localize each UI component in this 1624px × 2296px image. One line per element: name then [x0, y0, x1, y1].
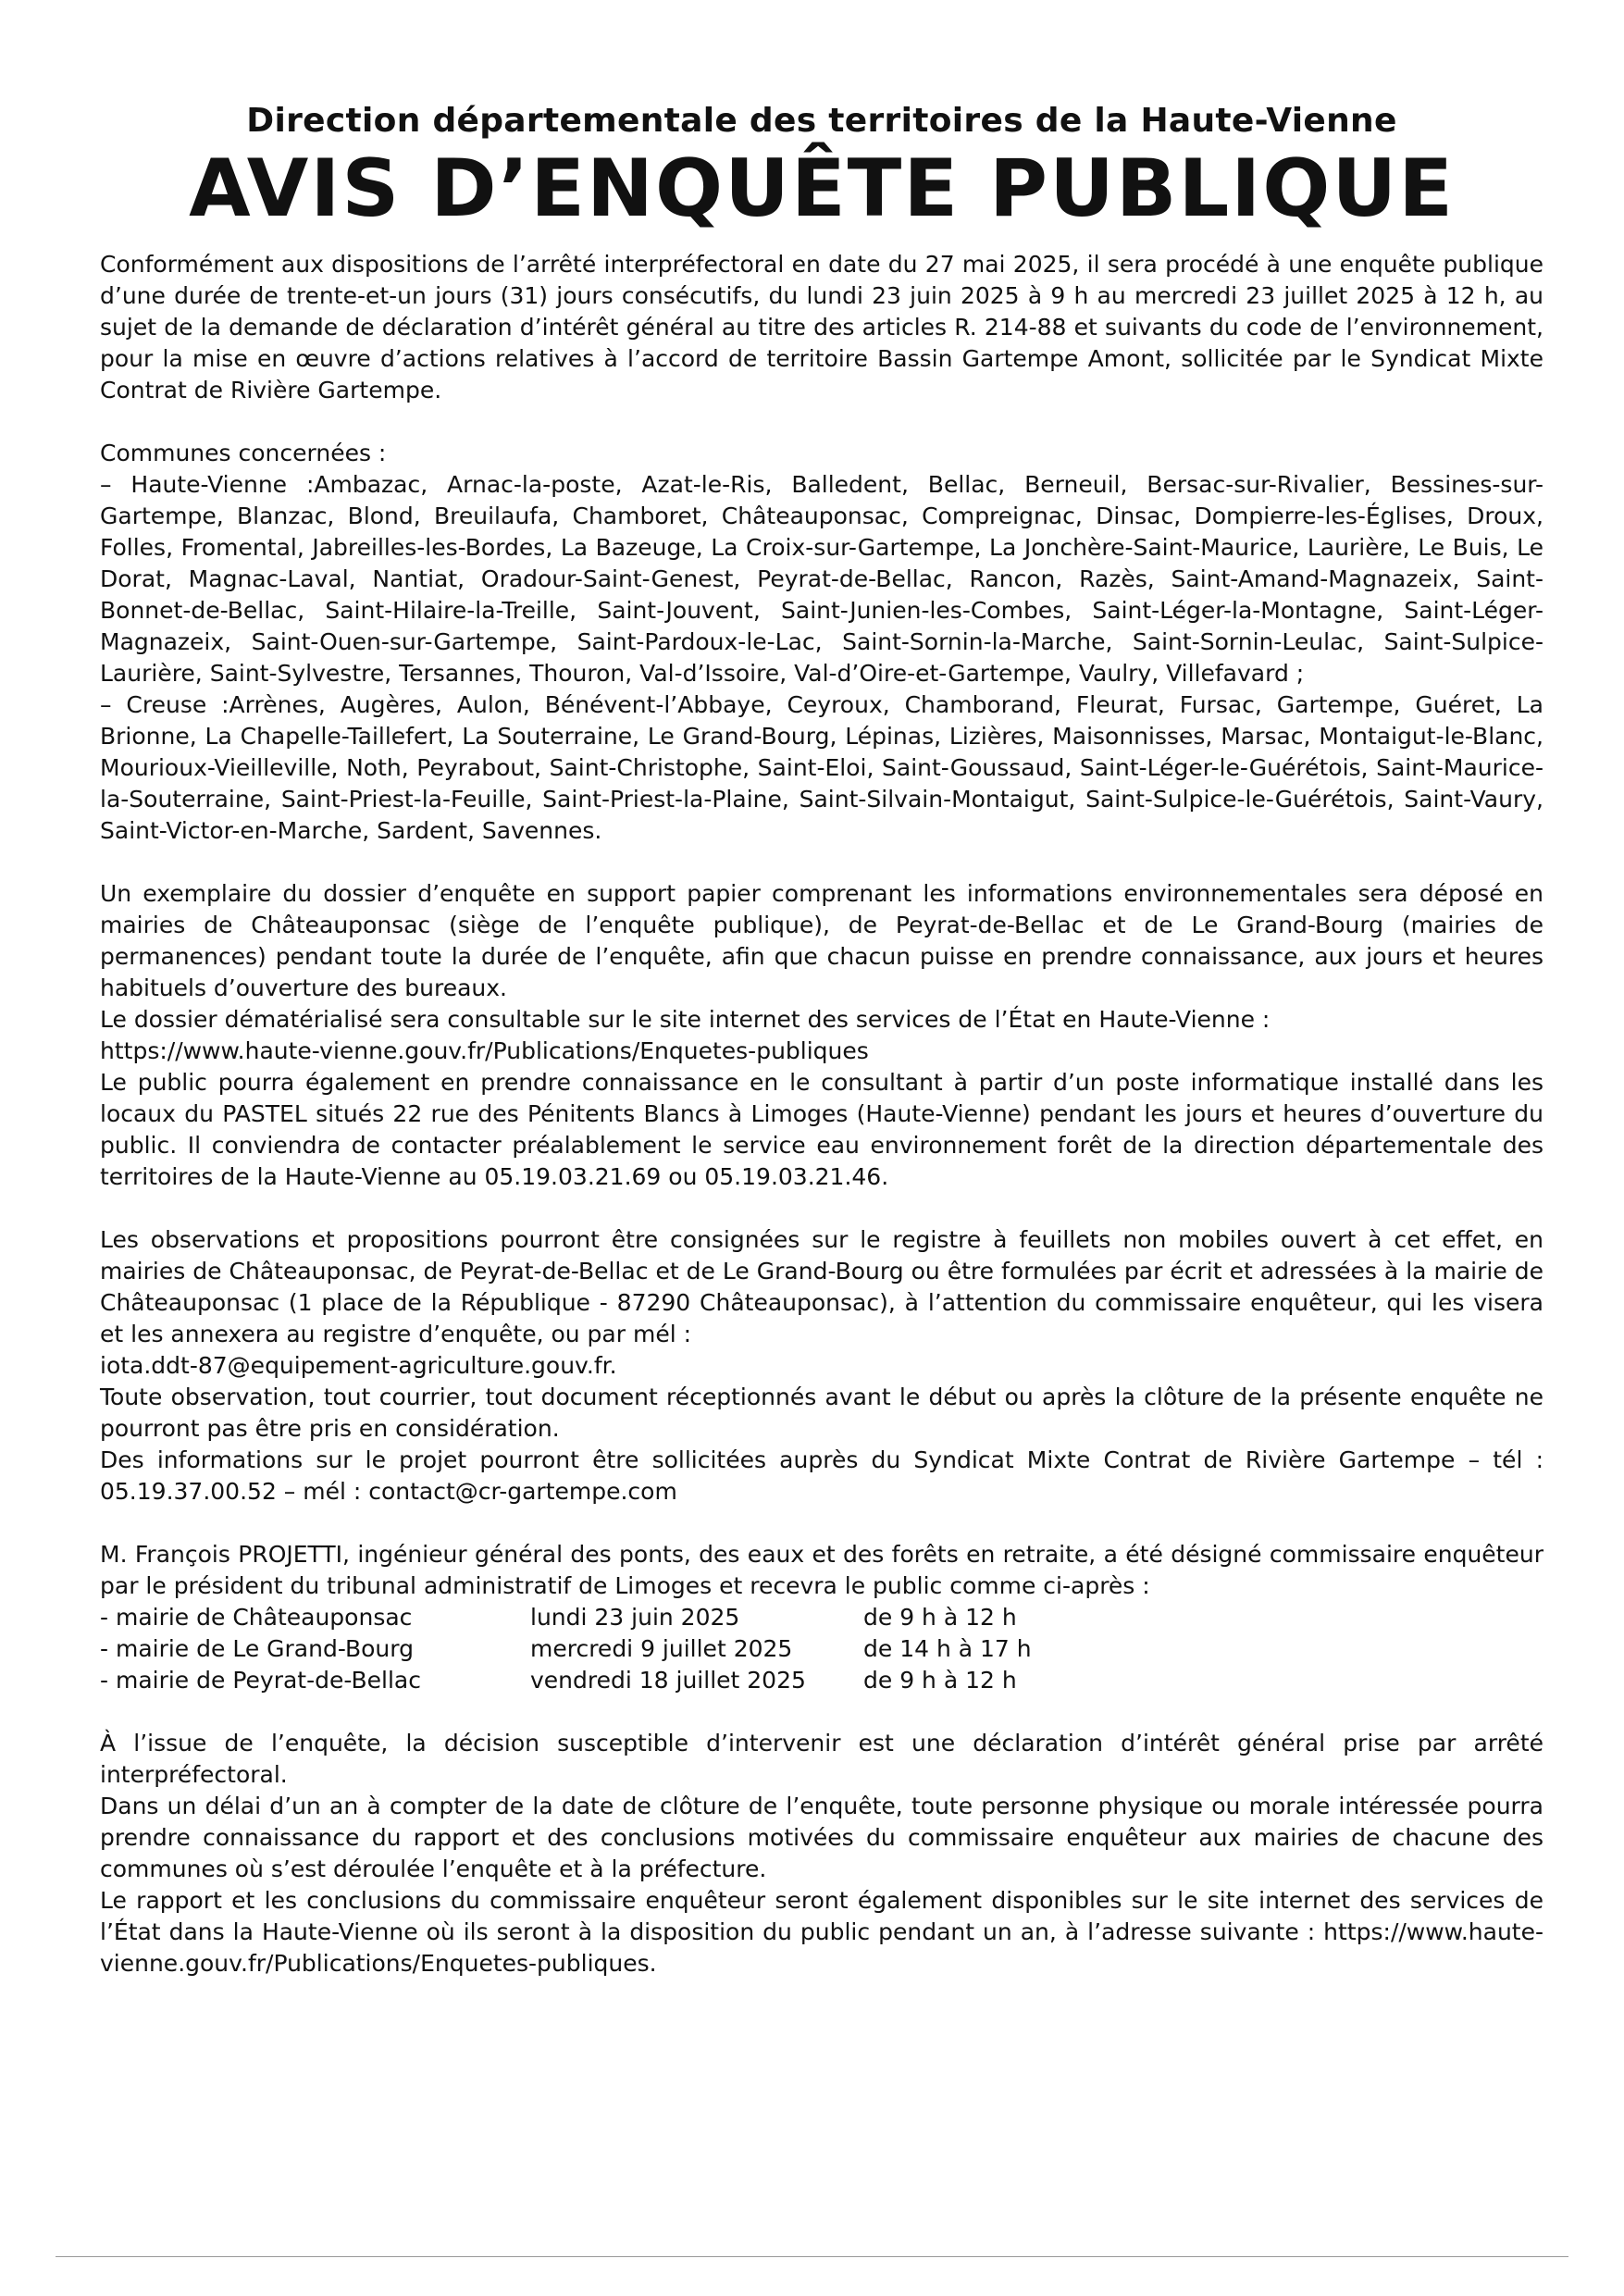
schedule-location: - mairie de Châteauponsac: [100, 1604, 413, 1632]
issuing-authority: Direction départementale des territoires de la Haute-Vienne: [246, 102, 1397, 140]
schedule-hours: de 9 h à 12 h: [863, 1604, 1017, 1632]
schedule-hours: de 9 h à 12 h: [863, 1667, 1017, 1694]
schedule-row: [100, 1633, 1543, 1665]
schedule-date: mercredi 9 juillet 2025: [530, 1635, 793, 1663]
issue-decision-paragraph: À l’issue de l’enquête, la décision susceptible d’intervenir est une déclaration d’intérêt général prise par arrêté interpréfectoral.: [100, 1730, 1543, 1789]
schedule-location: - mairie de Peyrat-de-Bellac: [100, 1667, 421, 1694]
notice-page: [100, 102, 1543, 1980]
dossier-online-paragraph: Le dossier dématérialisé sera consultable sur le site internet des services de l’État en Haute-Vienne :: [100, 1006, 1271, 1034]
observations-deadline-paragraph: Toute observation, tout courrier, tout document réceptionnés avant le début ou après la clôture de la présente enquête ne pourront pas être pris en considération.: [100, 1384, 1543, 1443]
schedule-date: vendredi 18 juillet 2025: [530, 1667, 806, 1694]
dossier-pastel-paragraph: Le public pourra également en prendre connaissance en le consultant à partir d’un poste informatique installé dans les locaux du PASTEL situés 22 rue des Pénitents Blancs à Limoges (Haute-Vienne) pendant les jours et heures d’ouverture du public. Il conviendra de contacter préalablement le service eau environnement forêt de la direction départementale des territoires de la Haute-Vienne au 05.19.03.21.69 ou 05.19.03.21.46.: [100, 1069, 1543, 1191]
issue-report-access-paragraph: Dans un délai d’un an à compter de la date de clôture de l’enquête, toute personne physique ou morale intéressée pourra prendre connaissance du rapport et des conclusions motivées du commissaire enquêteur aux mairies de chacune des communes où s’est déroulée l’enquête et à la préfecture.: [100, 1793, 1543, 1883]
communes-haute-vienne: – Haute-Vienne :Ambazac, Arnac-la-poste, Azat-le-Ris, Balledent, Bellac, Berneuil, Bersac-sur-Rivalier, Bessines-sur-Gartempe, Blanzac, Blond, Breuilaufa, Chamboret, Châteauponsac, Compreignac, Dinsac, Dompierre-les-Églises, Droux, Folles, Fromental, Jabreilles-les-Bordes, La Bazeuge, La Croix-sur-Gartempe, La Jonchère-Saint-Maurice, Laurière, Le Buis, Le Dorat, Magnac-Laval, Nantiat, Oradour-Saint-Genest, Peyrat-de-Bellac, Rancon, Razès, Saint-Amand-Magnazeix, Saint-Bonnet-de-Bellac, Saint-Hilaire-la-Treille, Saint-Jouvent, Saint-Junien-les-Combes, Saint-Léger-la-Montagne, Saint-Léger-Magnazeix, Saint-Ouen-sur-Gartempe, Saint-Pardoux-le-Lac, Saint-Sornin-la-Marche, Saint-Sornin-Leulac, Saint-Sulpice-Laurière, Saint-Sylvestre, Tersannes, Thouron, Val-d’Issoire, Val-d’Oire-et-Gartempe, Vaulry, Villefavard ;: [100, 471, 1543, 688]
schedule-date: lundi 23 juin 2025: [530, 1604, 740, 1632]
schedule-hours: de 14 h à 17 h: [863, 1635, 1032, 1663]
schedule-row: [100, 1665, 1543, 1696]
page-title: AVIS D’ENQUÊTE PUBLIQUE: [189, 143, 1455, 235]
schedule-row: [100, 1602, 1543, 1633]
issue-report-online-paragraph: Le rapport et les conclusions du commissaire enquêteur seront également disponibles sur le site internet des services de l’État dans la Haute-Vienne où ils seront à la disposition du public pendant un an, à l’adresse suivante : https://www.haute-vienne.gouv.fr/Publications/Enquetes-publiques.: [100, 1887, 1543, 1978]
page-bottom-divider: [56, 2256, 1568, 2257]
dossier-url: https://www.haute-vienne.gouv.fr/Publications/Enquetes-publiques: [100, 1037, 869, 1065]
observations-email: iota.ddt-87@equipement-agriculture.gouv.fr.: [100, 1352, 617, 1380]
commissaire-paragraph: M. François PROJETTI, ingénieur général des ponts, des eaux et des forêts en retraite, a été désigné commissaire enquêteur par le président du tribunal administratif de Limoges et recevra le public comme ci-après :: [100, 1541, 1543, 1600]
permanences-schedule: [100, 1602, 1543, 1696]
communes-heading: Communes concernées :: [100, 440, 387, 467]
schedule-location: - mairie de Le Grand-Bourg: [100, 1635, 414, 1663]
dossier-paper-paragraph: Un exemplaire du dossier d’enquête en support papier comprenant les informations environnementales sera déposé en mairies de Châteauponsac (siège de l’enquête publique), de Peyrat-de-Bellac et de Le Grand-Bourg (mairies de permanences) pendant toute la durée de l’enquête, afin que chacun puisse en prendre connaissance, aux jours et heures habituels d’ouverture des bureaux.: [100, 880, 1543, 1002]
communes-creuse: – Creuse :Arrènes, Augères, Aulon, Bénévent-l’Abbaye, Ceyroux, Chamborand, Fleurat, Fursac, Gartempe, Guéret, La Brionne, La Chapelle-Taillefert, La Souterraine, Le Grand-Bourg, Lépinas, Lizières, Maisonnisses, Marsac, Montaigut-le-Blanc, Mourioux-Vieilleville, Noth, Peyrabout, Saint-Christophe, Saint-Eloi, Saint-Goussaud, Saint-Léger-le-Guérétois, Saint-Maurice-la-Souterraine, Saint-Priest-la-Feuille, Saint-Priest-la-Plaine, Saint-Silvain-Montaigut, Saint-Sulpice-le-Guérétois, Saint-Vaury, Saint-Victor-en-Marche, Sardent, Savennes.: [100, 691, 1543, 845]
intro-paragraph: Conformément aux dispositions de l’arrêté interpréfectoral en date du 27 mai 2025, il sera procédé à une enquête publique d’une durée de trente-et-un jours (31) jours consécutifs, du lundi 23 juin 2025 à 9 h au mercredi 23 juillet 2025 à 12 h, au sujet de la demande de déclaration d’intérêt général au titre des articles R. 214-88 et suivants du code de l’environnement, pour la mise en œuvre d’actions relatives à l’accord de territoire Bassin Gartempe Amont, sollicitée par le Syndicat Mixte Contrat de Rivière Gartempe.: [100, 251, 1543, 404]
observations-paragraph: Les observations et propositions pourront être consignées sur le registre à feuillets non mobiles ouvert à cet effet, en mairies de Châteauponsac, de Peyrat-de-Bellac et de Le Grand-Bourg ou être formulées par écrit et adressées à la mairie de Châteauponsac (1 place de la République - 87290 Châteauponsac), à l’attention du commissaire enquêteur, qui les visera et les annexera au registre d’enquête, ou par mél :: [100, 1226, 1543, 1348]
observations-contact-paragraph: Des informations sur le projet pourront être sollicitées auprès du Syndicat Mixte Contrat de Rivière Gartempe – tél : 05.19.37.00.52 – mél : contact@cr-gartempe.com: [100, 1446, 1543, 1506]
